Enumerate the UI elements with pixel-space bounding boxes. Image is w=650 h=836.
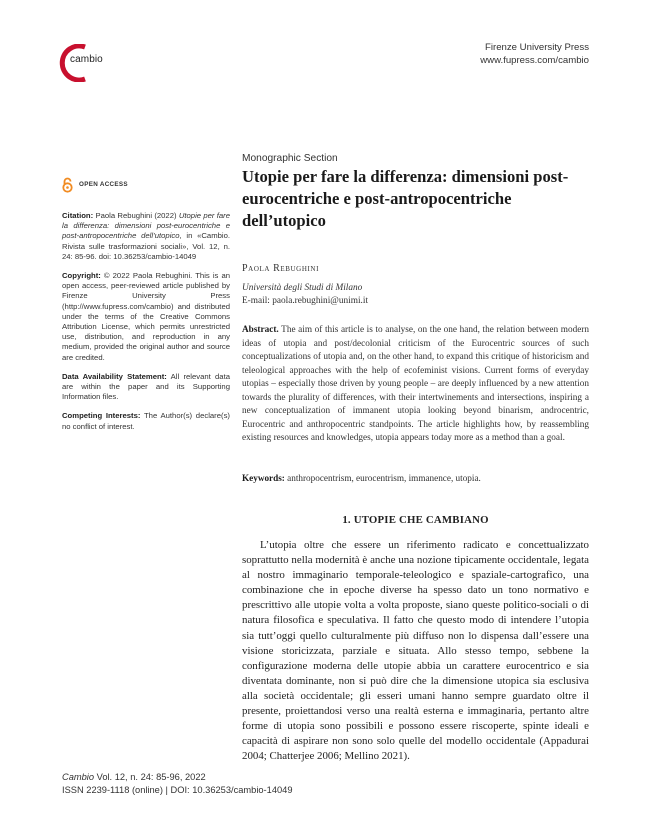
institution: Università degli Studi di Milano <box>242 283 363 293</box>
logo-text: cambio <box>70 54 103 65</box>
data-availability-block <box>62 372 230 403</box>
journal-info: Vol. 12, n. 24: 85-96, 2022 <box>94 772 206 782</box>
section-label: Monographic Section <box>242 153 338 164</box>
sidebar <box>62 177 230 441</box>
issn-line: ISSN 2239-1118 (online) | DOI: 10.36253/cambio-14049 <box>62 784 293 795</box>
open-access-row <box>62 177 230 193</box>
copyright-block <box>62 271 230 363</box>
affiliation <box>242 282 368 308</box>
copyright-text: © 2022 Paola Rebughini. This is an open access, peer-reviewed article published by Firenze University Press (http://www.fupress.com/cambio) and distributed under the terms of the Creative Commons Attribution License, which permits unrestricted use, distribution, and reproduction in any medium, provided the original author and source are credited. <box>62 271 230 362</box>
citation-source: , in «Cambio. Rivista sulle trasformazioni sociali», Vol. 12, n. 24: 85-96. doi: 10.36253/cambio-14049 <box>62 231 230 261</box>
footer-journal-line <box>62 771 293 784</box>
open-access-icon <box>62 177 73 193</box>
publisher-name: Firenze University Press <box>485 42 589 53</box>
keywords-text: anthropocentrism, eurocentrism, immanence, utopia. <box>284 473 481 483</box>
data-availability-label: Data Availability Statement: <box>62 371 167 381</box>
data-availability-text: All relevant data are within the paper and its Supporting Information files. <box>62 371 230 402</box>
footer <box>62 771 293 796</box>
competing-interests-block <box>62 411 230 431</box>
abstract-label: Abstract. <box>242 325 279 335</box>
competing-interests-label: Competing Interests: <box>62 411 141 421</box>
body-paragraph: L’utopia oltre che essere un riferimento radicato e concettualizzato soprattutto nella modernità è anche una nozione tipicamente occidentale, legata al nostro immaginario temporale-teleologico e spaziale-cartografico, una combinazione che in epoche diverse ha spesso dato un tono normativo e prescrittivo alle utopie volta a volta proposte, siano queste politico-sociali o di natura filosofica e speculativa. Il fatto che questo modo di intendere l’utopia sia tutt’oggi quello culturalmente più diffuso non lo dispensa dall’essere una visione storicizzata, parziale e situata. Allo stesso tempo, sebbene la configurazione moderna delle utopie abbia un carattere eurocentrico e sia diventata dominante, non si può dire che la dimensione utopica sia esclusiva alla società occidentale; gli esseri umani hanno sempre guardato oltre il presente, proiettandosi verso una realtà esterna e immaginaria, pertanto altre forme di utopia sono possibili e possono essere riscoperte, spinte ideali e capacità di aspirare non sono solo quelle del modello occidentale (Appadurai 2004; Chatterjee 2006; Mellino 2021). <box>242 539 589 763</box>
publisher-info <box>480 41 589 67</box>
article-title: Utopie per fare la differenza: dimensioni post-eurocentriche e post-antropocentriche dell’utopico <box>242 167 569 230</box>
abstract-text: The aim of this article is to analyse, on the one hand, the relation between modern ideas of utopia and post/decolonial criticism of the Eurocentric sources of such conceptualizations of utopia and, on the other hand, to expand this critique of historicism and teleological approaches with the help of ecofeminist visions. Current forms of everyday utopias – especially those driven by young people – are deeply influenced by a new attention towards the plurality of differences, with their intertwinements and intersections, inspiring a new conceptualization of immanent utopia looking beyond binarism, androcentric, Eurocentric and anthropocentric standpoints. The article highlights how, by reassembling existing resources and knowledges, utopia appears today more as a method than a goal. <box>242 325 589 443</box>
abstract <box>242 324 589 446</box>
competing-interests-text: The Author(s) declare(s) no conflict of interest. <box>62 411 230 431</box>
citation-author: Paola Rebughini (2022) <box>93 211 179 220</box>
keywords-label: Keywords: <box>242 473 285 483</box>
section-heading: 1. UTOPIE CHE CAMBIANO <box>342 514 489 526</box>
citation-title: Utopie per fare la differenza: dimensioni post-eurocentriche e post-antropocentriche dell’utopico <box>62 211 231 241</box>
citation-label: Citation: <box>62 211 94 220</box>
keywords <box>242 472 589 485</box>
author-email[interactable]: E-mail: paola.rebughini@unimi.it <box>242 296 369 306</box>
open-access-label: OPEN ACCESS <box>79 180 128 188</box>
publisher-url[interactable]: www.fupress.com/cambio <box>480 55 589 66</box>
author-name: Paola Rebughini <box>242 263 320 274</box>
journal-name: Cambio <box>62 772 95 782</box>
citation-block <box>62 211 230 262</box>
copyright-label: Copyright: <box>62 271 101 281</box>
